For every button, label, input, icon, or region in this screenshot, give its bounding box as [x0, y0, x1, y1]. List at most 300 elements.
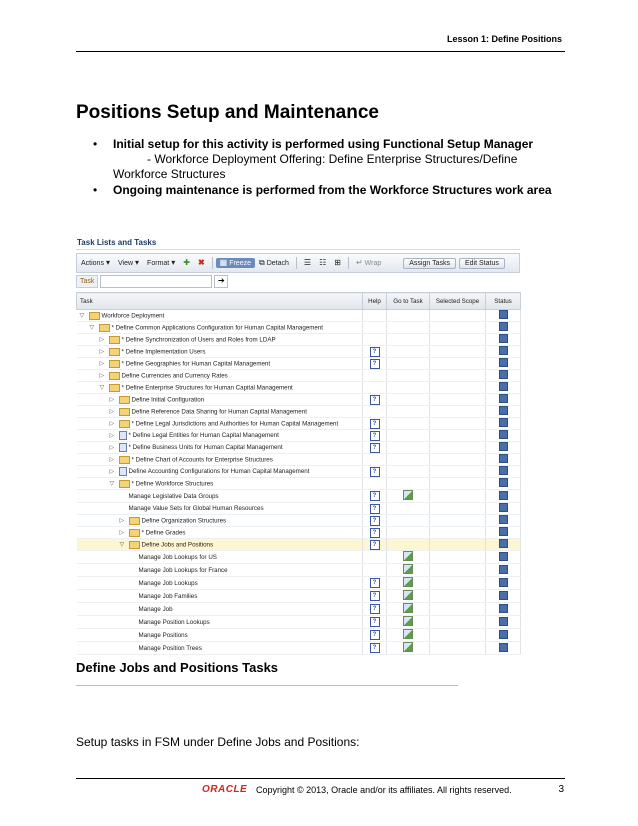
status-cell: [486, 322, 521, 334]
folder-icon: [109, 372, 120, 380]
status-icon: [499, 565, 508, 574]
page-number: 3: [558, 784, 564, 795]
task-cell: [77, 539, 363, 551]
table-row[interactable]: [77, 442, 521, 454]
task-rows: [77, 310, 521, 655]
help-icon[interactable]: ?: [370, 419, 380, 429]
panel-title-bar: [76, 236, 520, 250]
expand-icon[interactable]: ▷: [109, 433, 115, 440]
table-row[interactable]: [77, 564, 521, 577]
expand-icon[interactable]: ▷: [119, 518, 125, 525]
go-to-task-cell: [387, 346, 430, 358]
filter-label: Task: [76, 275, 98, 288]
view-menu[interactable]: [114, 259, 143, 267]
status-cell: [486, 577, 521, 590]
task-cell: [77, 334, 363, 346]
go-to-task-cell: [387, 394, 430, 406]
assign-tasks-button[interactable]: Assign Tasks: [403, 258, 456, 269]
view-label: View: [117, 259, 134, 267]
task-cell: [77, 629, 363, 642]
collapse-icon[interactable]: ▽: [109, 481, 115, 488]
go-to-task-icon[interactable]: [403, 490, 413, 500]
help-cell: [363, 515, 387, 527]
arrow-right-icon[interactable]: ➔: [214, 275, 228, 288]
actions-menu[interactable]: [77, 259, 114, 267]
help-icon[interactable]: ?: [370, 578, 380, 588]
status-icon: [499, 617, 508, 626]
selected-scope-cell: [430, 527, 486, 539]
help-icon[interactable]: ?: [370, 467, 380, 477]
status-cell: [486, 590, 521, 603]
collapse-icon[interactable]: ▽: [119, 542, 125, 549]
folder-icon: [109, 336, 120, 344]
folder-icon: [119, 396, 130, 404]
task-label[interactable]: Define Accounting Configurations for Human Capital Management: [128, 468, 310, 476]
task-cell: [77, 490, 363, 503]
toolbar: [76, 253, 520, 273]
table-row[interactable]: [77, 370, 521, 382]
chevron-down-icon: ▾: [105, 258, 110, 267]
expand-icon[interactable]: ▷: [109, 397, 115, 404]
folder-icon: [119, 420, 130, 428]
selected-scope-cell: [430, 629, 486, 642]
bullet-item: [93, 137, 563, 182]
selected-scope-cell: [430, 642, 486, 655]
document-icon: [119, 467, 127, 476]
go-to-task-cell: [387, 466, 430, 478]
task-label[interactable]: Define Organization Structures: [141, 517, 227, 525]
status-icon: [499, 454, 508, 463]
go-to-task-cell: [387, 603, 430, 616]
status-cell: [486, 418, 521, 430]
task-label[interactable]: * Define Legal Entities for Human Capital Management: [128, 432, 279, 440]
task-label[interactable]: * Define Business Units for Human Capital Management: [128, 444, 283, 452]
task-cell: [77, 590, 363, 603]
task-cell: [77, 466, 363, 478]
go-to-task-cell: [387, 539, 430, 551]
task-cell: [77, 418, 363, 430]
indent-icon[interactable]: ☰: [303, 258, 312, 267]
selected-scope-cell: [430, 418, 486, 430]
go-to-task-cell: [387, 629, 430, 642]
status-icon: [499, 643, 508, 652]
expand-icon[interactable]: ▷: [109, 457, 115, 464]
folder-icon: [109, 348, 120, 356]
status-cell: [486, 642, 521, 655]
edit-status-button[interactable]: Edit Status: [459, 258, 505, 269]
help-cell: [363, 466, 387, 478]
task-cell: [77, 603, 363, 616]
folder-icon: [119, 456, 130, 464]
bullet-text: Initial setup for this activity is performed using Functional Setup Manager: [113, 137, 534, 151]
help-cell: [363, 616, 387, 629]
task-cell: [77, 430, 363, 442]
toolbar-separator: [212, 257, 213, 269]
column-header-help[interactable]: Help: [363, 293, 387, 310]
task-label[interactable]: * Define Common Applications Configuration for Human Capital Management: [111, 324, 324, 332]
footer: [76, 784, 564, 796]
go-to-task-cell: [387, 310, 430, 322]
column-header-selected-scope[interactable]: Selected Scope: [430, 293, 486, 310]
task-cell: [77, 527, 363, 539]
help-icon[interactable]: ?: [370, 347, 380, 357]
expand-icon[interactable]: ▷: [99, 349, 105, 356]
help-cell: [363, 358, 387, 370]
table-row[interactable]: [77, 334, 521, 346]
help-cell: [363, 478, 387, 490]
task-label[interactable]: * Define Legal Jurisdictions and Authorities for Human Capital Management: [131, 420, 339, 428]
folder-icon: [109, 384, 120, 392]
status-cell: [486, 478, 521, 490]
help-icon[interactable]: ?: [370, 540, 380, 550]
status-icon: [499, 630, 508, 639]
task-cell: [77, 642, 363, 655]
selected-scope-cell: [430, 394, 486, 406]
bullet-subtext-line: Workforce Structures: [113, 167, 226, 181]
wrap-icon: ↵: [355, 258, 363, 267]
expand-icon[interactable]: ▷: [109, 421, 115, 428]
toolbar-separator: [348, 257, 349, 269]
task-cell: [77, 515, 363, 527]
task-label[interactable]: Manage Job Lookups for France: [138, 566, 228, 574]
table-row[interactable]: [77, 642, 521, 655]
status-cell: [486, 406, 521, 418]
table-row[interactable]: [77, 616, 521, 629]
status-cell: [486, 382, 521, 394]
status-icon: [499, 358, 508, 367]
table-row[interactable]: [77, 322, 521, 334]
table-row[interactable]: [77, 382, 521, 394]
folder-icon: [129, 529, 140, 537]
expand-icon[interactable]: ▷: [119, 530, 125, 537]
table-row[interactable]: [77, 406, 521, 418]
status-cell: [486, 370, 521, 382]
task-label[interactable]: Manage Position Lookups: [138, 618, 210, 626]
selected-scope-cell: [430, 539, 486, 551]
task-label[interactable]: Manage Legislative Data Groups: [128, 492, 219, 500]
go-to-task-cell: [387, 382, 430, 394]
task-cell: [77, 551, 363, 564]
task-label[interactable]: * Define Chart of Accounts for Enterprise Structures: [131, 456, 273, 464]
task-label[interactable]: Manage Job: [138, 605, 173, 613]
table-row[interactable]: [77, 430, 521, 442]
table-row[interactable]: [77, 358, 521, 370]
selected-scope-cell: [430, 358, 486, 370]
status-cell: [486, 564, 521, 577]
status-cell: [486, 346, 521, 358]
table-row[interactable]: [77, 590, 521, 603]
go-to-task-cell: [387, 577, 430, 590]
selected-scope-cell: [430, 346, 486, 358]
help-cell: [363, 418, 387, 430]
expand-icon[interactable]: ▷: [109, 445, 115, 452]
go-to-task-cell: [387, 418, 430, 430]
header-rule: [76, 51, 565, 52]
bullet-dot: •: [93, 137, 98, 151]
panel-title: Task Lists and Tasks: [77, 238, 157, 247]
oracle-logo: ORACLE: [202, 784, 248, 795]
help-icon[interactable]: ?: [370, 528, 380, 538]
column-header-task[interactable]: Task: [77, 293, 363, 310]
table-row[interactable]: [77, 603, 521, 616]
go-to-task-cell: [387, 430, 430, 442]
folder-icon: [89, 312, 100, 320]
status-icon: [499, 478, 508, 487]
help-cell: [363, 442, 387, 454]
selected-scope-cell: [430, 577, 486, 590]
selected-scope-cell: [430, 515, 486, 527]
help-cell: [363, 430, 387, 442]
expand-icon[interactable]: ▷: [99, 373, 105, 380]
status-cell: [486, 358, 521, 370]
wrap-label: Wrap: [364, 259, 382, 267]
table-row[interactable]: [77, 394, 521, 406]
table-row[interactable]: [77, 454, 521, 466]
help-icon[interactable]: ?: [370, 516, 380, 526]
column-header-status[interactable]: Status: [486, 293, 521, 310]
help-icon[interactable]: ?: [370, 617, 380, 627]
page-title: Positions Setup and Maintenance: [76, 102, 379, 123]
folder-icon: [109, 360, 120, 368]
task-label[interactable]: Manage Job Families: [138, 592, 198, 600]
selected-scope-cell: [430, 616, 486, 629]
outdent-icon[interactable]: ☷: [319, 258, 327, 267]
delete-icon[interactable]: ✖: [197, 258, 205, 267]
table-row[interactable]: [77, 551, 521, 564]
status-cell: [486, 430, 521, 442]
go-to-task-icon[interactable]: [403, 629, 413, 639]
status-icon: [499, 310, 508, 319]
go-to-task-cell: [387, 616, 430, 629]
status-icon: [499, 539, 508, 548]
go-to-task-cell: [387, 551, 430, 564]
go-to-task-icon[interactable]: [403, 603, 413, 613]
task-label[interactable]: * Define Enterprise Structures for Human Capital Management: [121, 384, 293, 392]
task-label[interactable]: * Define Implementation Users: [121, 348, 206, 356]
table-row[interactable]: [77, 346, 521, 358]
task-label[interactable]: Workforce Deployment: [101, 312, 165, 320]
status-cell: [486, 551, 521, 564]
detach-button[interactable]: [255, 259, 293, 267]
task-cell: [77, 454, 363, 466]
selected-scope-cell: [430, 322, 486, 334]
collapse-icon[interactable]: ▽: [89, 325, 95, 332]
folder-icon: [99, 324, 110, 332]
status-cell: [486, 490, 521, 503]
task-label[interactable]: Define Initial Configuration: [131, 396, 205, 404]
task-table: [76, 292, 521, 655]
task-label[interactable]: * Define Geographies for Human Capital Management: [121, 360, 271, 368]
status-cell: [486, 454, 521, 466]
table-row[interactable]: [77, 577, 521, 590]
task-label[interactable]: Manage Job Lookups for US: [138, 553, 217, 561]
task-label[interactable]: Define Reference Data Sharing for Human Capital Management: [131, 408, 307, 416]
task-label[interactable]: Manage Positions: [138, 631, 188, 639]
status-cell: [486, 466, 521, 478]
expand-icon[interactable]: ▷: [109, 409, 115, 416]
table-row[interactable]: [77, 490, 521, 503]
help-cell: [363, 527, 387, 539]
help-icon[interactable]: ?: [370, 591, 380, 601]
task-label[interactable]: Manage Job Lookups: [138, 579, 198, 587]
status-icon: [499, 578, 508, 587]
status-icon: [499, 491, 508, 500]
go-to-task-cell: [387, 564, 430, 577]
table-row[interactable]: [77, 515, 521, 527]
table-row[interactable]: [77, 310, 521, 322]
status-icon: [499, 346, 508, 355]
task-label[interactable]: Manage Position Trees: [138, 644, 202, 652]
table-row[interactable]: [77, 418, 521, 430]
task-label[interactable]: * Define Grades: [141, 529, 186, 537]
help-cell: [363, 394, 387, 406]
status-icon: [499, 370, 508, 379]
task-filter-input[interactable]: [100, 275, 212, 288]
help-icon[interactable]: ?: [370, 443, 380, 453]
table-row[interactable]: [77, 527, 521, 539]
task-cell: [77, 478, 363, 490]
status-icon: [499, 604, 508, 613]
help-icon[interactable]: ?: [370, 395, 380, 405]
help-cell: [363, 539, 387, 551]
status-cell: [486, 334, 521, 346]
go-to-task-cell: [387, 503, 430, 515]
help-icon[interactable]: ?: [370, 491, 380, 501]
table-header-row: [77, 293, 521, 310]
task-label[interactable]: Manage Value Sets for Global Human Resources: [128, 505, 264, 512]
format-menu[interactable]: [143, 259, 179, 267]
task-cell: [77, 322, 363, 334]
help-icon[interactable]: ?: [370, 359, 380, 369]
status-cell: [486, 539, 521, 551]
status-icon: [499, 466, 508, 475]
wrap-button[interactable]: [352, 259, 385, 267]
selected-scope-cell: [430, 490, 486, 503]
task-cell: [77, 382, 363, 394]
help-cell: [363, 577, 387, 590]
tree-icon[interactable]: ⊞: [334, 258, 341, 267]
status-icon: [499, 418, 508, 427]
help-cell: [363, 370, 387, 382]
help-cell: [363, 564, 387, 577]
go-to-task-cell: [387, 590, 430, 603]
folder-icon: [119, 480, 130, 488]
selected-scope-cell: [430, 430, 486, 442]
help-icon[interactable]: ?: [370, 604, 380, 614]
selected-scope-cell: [430, 503, 486, 515]
status-icon: [499, 322, 508, 331]
collapse-icon[interactable]: ▽: [99, 385, 105, 392]
status-cell: [486, 527, 521, 539]
column-header-go-to-task[interactable]: Go to Task: [387, 293, 430, 310]
selected-scope-cell: [430, 603, 486, 616]
expand-icon[interactable]: ▷: [109, 469, 115, 476]
go-to-task-cell: [387, 358, 430, 370]
help-icon[interactable]: ?: [370, 504, 380, 514]
status-icon: [499, 394, 508, 403]
selected-scope-cell: [430, 382, 486, 394]
help-icon[interactable]: ?: [370, 643, 380, 653]
go-to-task-cell: [387, 490, 430, 503]
selected-scope-cell: [430, 334, 486, 346]
task-label[interactable]: * Define Synchronization of Users and Roles from LDAP: [121, 336, 276, 344]
copyright-text: Copyright © 2013, Oracle and/or its affiliates. All rights reserved.: [256, 785, 512, 795]
chevron-down-icon: ▾: [135, 258, 140, 267]
lesson-header: Lesson 1: Define Positions: [446, 34, 562, 44]
help-cell: [363, 590, 387, 603]
status-icon: [499, 406, 508, 415]
table-row[interactable]: [77, 503, 521, 515]
add-icon[interactable]: ✚: [183, 258, 190, 267]
help-cell: [363, 406, 387, 418]
selected-scope-cell: [430, 406, 486, 418]
status-icon: [499, 442, 508, 451]
help-icon[interactable]: ?: [370, 431, 380, 441]
bullet-item: [93, 183, 563, 198]
task-cell: [77, 394, 363, 406]
selected-scope-cell: [430, 466, 486, 478]
status-icon: [499, 591, 508, 600]
status-icon: [499, 334, 508, 343]
task-label[interactable]: * Define Workforce Structures: [131, 480, 214, 488]
status-cell: [486, 515, 521, 527]
task-filter: [76, 275, 520, 288]
go-to-task-cell: [387, 442, 430, 454]
freeze-button[interactable]: [216, 258, 255, 268]
status-icon: [499, 527, 508, 536]
table-row[interactable]: [77, 539, 521, 551]
setup-text: Setup tasks in FSM under Define Jobs and Positions:: [76, 735, 360, 749]
section-title: Define Jobs and Positions Tasks: [76, 660, 279, 675]
help-cell: [363, 551, 387, 564]
help-cell: [363, 454, 387, 466]
table-row[interactable]: [77, 629, 521, 642]
go-to-task-icon[interactable]: [403, 551, 413, 561]
freeze-label: Freeze: [229, 259, 251, 267]
status-cell: [486, 310, 521, 322]
go-to-task-icon[interactable]: [403, 590, 413, 600]
table-row[interactable]: [77, 466, 521, 478]
help-cell: [363, 334, 387, 346]
help-cell: [363, 629, 387, 642]
table-row[interactable]: [77, 478, 521, 490]
selected-scope-cell: [430, 478, 486, 490]
go-to-task-icon[interactable]: [403, 616, 413, 626]
go-to-task-cell: [387, 406, 430, 418]
bullet-list: [93, 137, 563, 199]
task-cell: [77, 564, 363, 577]
task-cell: [77, 358, 363, 370]
help-cell: [363, 503, 387, 515]
expand-icon[interactable]: ▷: [99, 337, 105, 344]
go-to-task-icon[interactable]: [403, 564, 413, 574]
help-cell: [363, 603, 387, 616]
status-cell: [486, 503, 521, 515]
go-to-task-cell: [387, 370, 430, 382]
selected-scope-cell: [430, 564, 486, 577]
status-cell: [486, 442, 521, 454]
task-label[interactable]: Define Currencies and Currency Rates: [121, 372, 228, 380]
go-to-task-icon[interactable]: [403, 577, 413, 587]
task-label[interactable]: Define Jobs and Positions: [141, 541, 214, 549]
task-cell: [77, 442, 363, 454]
expand-icon[interactable]: ▷: [99, 361, 105, 368]
toolbar-separator: [296, 257, 297, 269]
help-icon[interactable]: ?: [370, 630, 380, 640]
collapse-icon[interactable]: ▽: [79, 313, 85, 320]
go-to-task-icon[interactable]: [403, 642, 413, 652]
bullet-text: Ongoing maintenance is performed from the Workforce Structures work area: [113, 183, 552, 197]
